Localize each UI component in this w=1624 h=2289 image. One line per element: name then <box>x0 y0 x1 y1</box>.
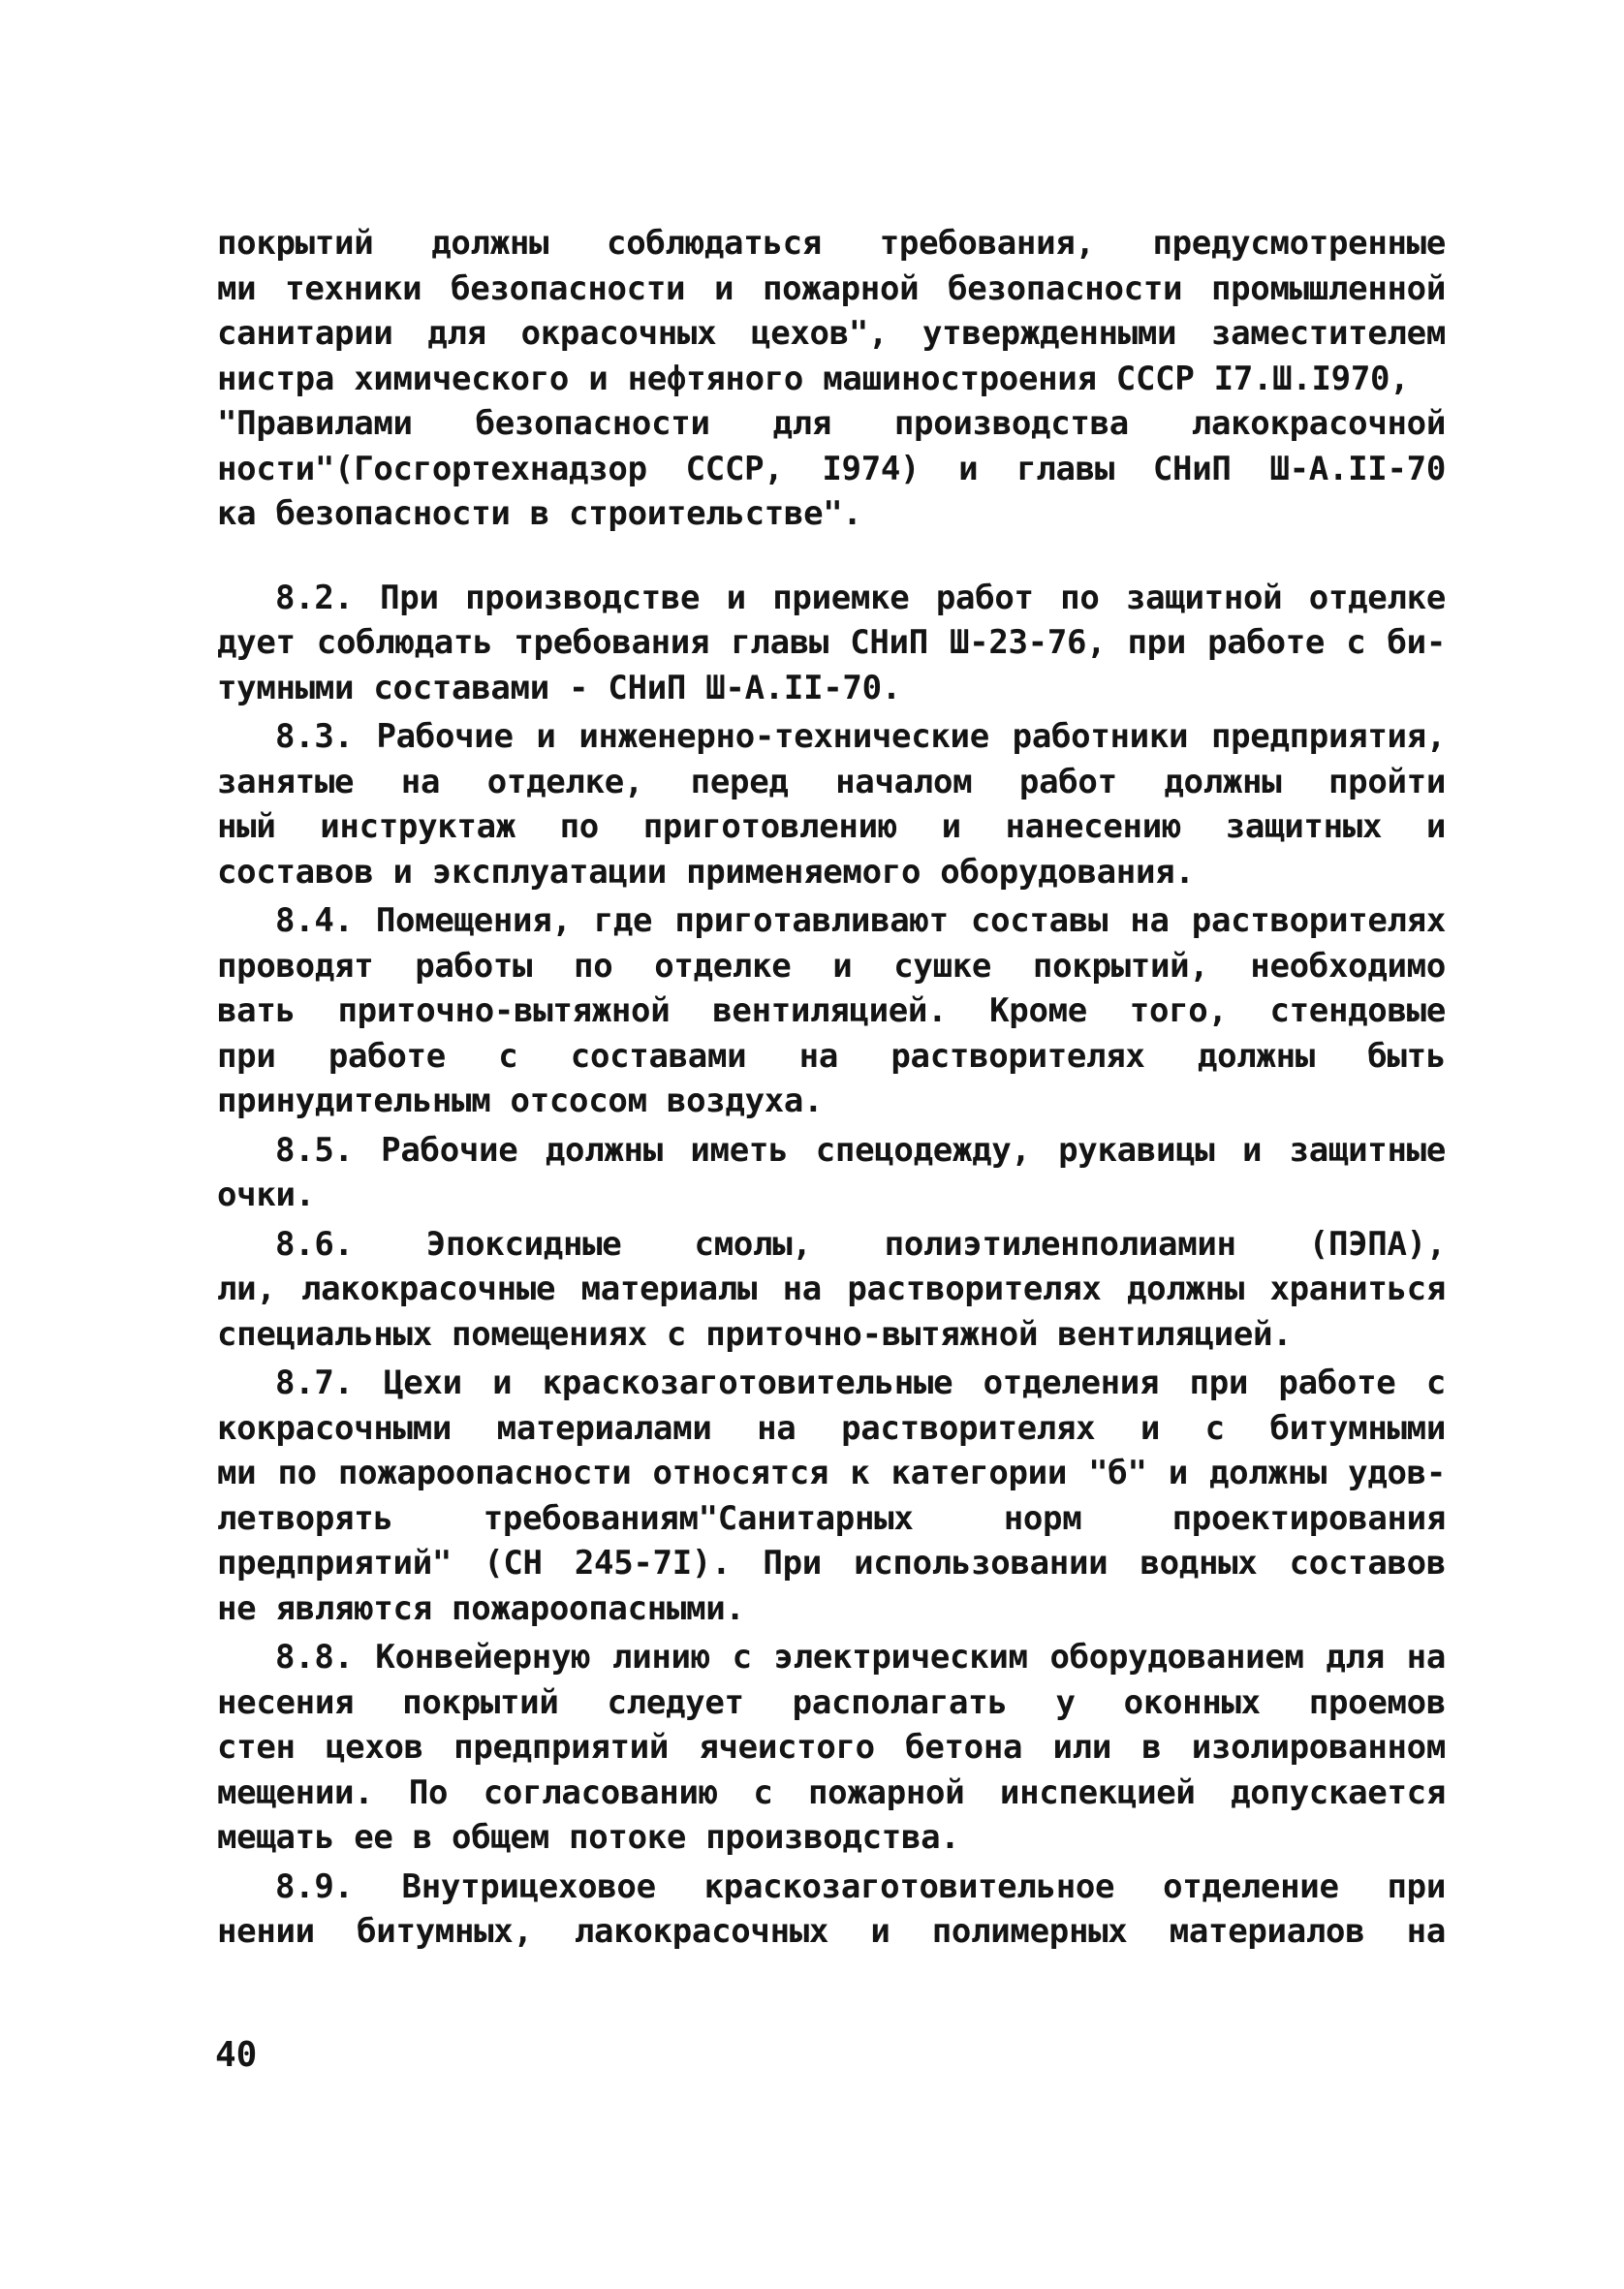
text-line: принудительным отсосом воздуха. <box>217 1082 824 1120</box>
paragraph <box>217 1361 1446 1631</box>
text-line: мещать ее в общем потоке производства. <box>217 1818 960 1857</box>
paragraph <box>217 221 1446 537</box>
text-line: санитарии для окрасочных цехов", утвержденными заместителем <box>217 314 1446 353</box>
text-line: предприятий" (СН 245-7I). При использовании водных составов <box>217 1544 1446 1583</box>
text-line: ный инструктаж по приготовлению и нанесению защитных и <box>217 807 1446 846</box>
paragraph <box>217 714 1446 894</box>
text-line: не являются пожароопасными. <box>217 1588 745 1628</box>
text-line: очки. <box>217 1176 315 1214</box>
text-line: ми по пожароопасности относятся к категории "б" и должны удов- <box>217 1454 1446 1492</box>
paragraph-gap <box>217 537 1446 576</box>
text-line: 8.2. При производстве и приемке работ по защитной отделке <box>275 578 1446 617</box>
text-line: при работе с составами на растворителях должны быть <box>217 1036 1446 1076</box>
paragraph <box>217 1128 1446 1218</box>
text-line: проводят работы по отделке и сушке покрытий, необходимо <box>217 946 1446 986</box>
text-line: составов и эксплуатации применяемого оборудования. <box>217 852 1195 892</box>
body-text <box>217 221 1446 1955</box>
text-line: 8.8. Конвейерную линию с электрическим оборудованием для на <box>275 1638 1446 1677</box>
paragraph <box>217 898 1446 1124</box>
text-line: несения покрытий следует располагать у оконных проемов <box>217 1682 1446 1722</box>
text-line: 8.9. Внутрицеховое краскозаготовительное отделение при <box>275 1866 1446 1906</box>
text-line: кокрасочными материалами на растворителях и с битумными <box>217 1408 1446 1448</box>
text-line: тумными составами - СНиП Ш-А.II-70. <box>217 668 901 707</box>
text-line: 8.3. Рабочие и инженерно-технические работники предприятия, <box>275 717 1446 756</box>
text-line: покрытий должны соблюдаться требования, предусмотренные <box>217 224 1446 263</box>
page-number: 40 <box>215 2035 258 2075</box>
text-line: мещении. По согласованию с пожарной инспекцией допускается <box>217 1772 1446 1812</box>
text-line: 8.6. Эпоксидные смолы, полиэтиленполиамин (ПЭПА), <box>275 1224 1446 1264</box>
text-line: 8.5. Рабочие должны иметь спецодежду, рукавицы и защитные <box>275 1130 1446 1170</box>
text-line: специальных помещениях с приточно-вытяжной вентиляцией. <box>217 1314 1293 1354</box>
text-line: летворять требованиям"Санитарных норм проектирования <box>217 1498 1446 1538</box>
paragraph <box>217 1865 1446 1955</box>
text-line: нении битумных, лакокрасочных и полимерных материалов на <box>217 1912 1446 1951</box>
text-line: ми техники безопасности и пожарной безопасности промышленной <box>217 268 1446 308</box>
paragraph <box>217 1635 1446 1861</box>
text-line: ка безопасности в строительстве". <box>217 494 862 533</box>
text-line: нистра химического и нефтяного машиностроения СССР I7.Ш.I970, <box>217 359 1410 398</box>
text-line: 8.7. Цехи и краскозаготовительные отделения при работе с <box>275 1364 1446 1402</box>
text-line: дует соблюдать требования главы СНиП Ш-23-76, при работе с би- <box>217 623 1446 662</box>
text-line: стен цехов предприятий ячеистого бетона или в изолированном <box>217 1728 1446 1767</box>
paragraph <box>217 1222 1446 1358</box>
text-line: ли, лакокрасочные материалы на растворителях должны храниться <box>217 1270 1446 1308</box>
text-line: ности"(Госгортехнадзор СССР, I974) и главы СНиП Ш-А.II-70 <box>217 449 1446 488</box>
text-line: "Правилами безопасности для производства лакокрасочной <box>217 404 1446 443</box>
paragraph <box>217 576 1446 711</box>
text-line: 8.4. Помещения, где приготавливают составы на растворителях <box>275 901 1446 940</box>
text-line: вать приточно-вытяжной вентиляцией. Кроме того, стендовые <box>217 991 1446 1030</box>
text-line: занятые на отделке, перед началом работ должны пройти <box>217 762 1446 801</box>
